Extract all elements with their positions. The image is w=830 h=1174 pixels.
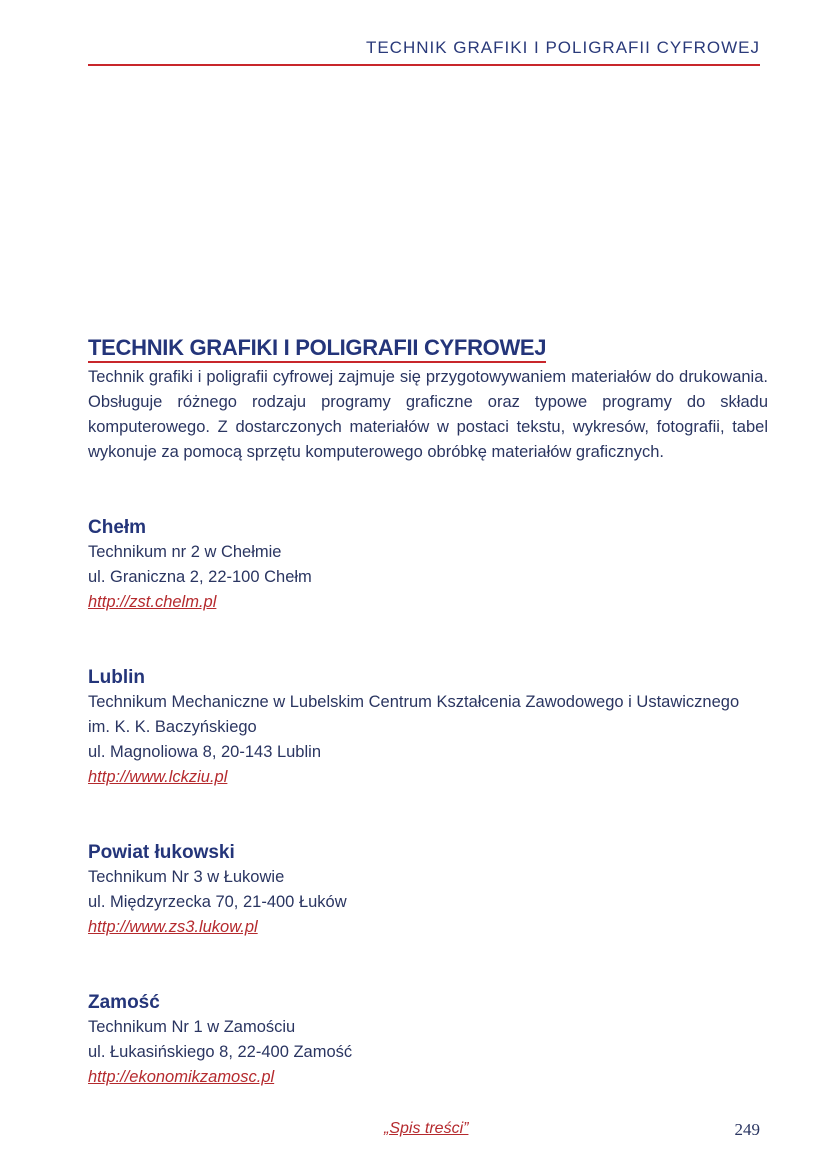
school-link[interactable]: http://www.zs3.lukow.pl: [88, 918, 258, 936]
section-title: TECHNIK GRAFIKI I POLIGRAFII CYFROWEJ: [88, 334, 546, 363]
city-heading: Chełm: [88, 517, 147, 538]
school-entry: [88, 665, 768, 790]
school-name: Technikum Mechaniczne w Lubelskim Centrum Kształcenia Zawodowego i Ustawicznego: [88, 693, 740, 711]
school-name: Technikum Nr 1 w Zamościu: [88, 1018, 296, 1036]
school-address: ul. Graniczna 2, 22-100 Chełm: [88, 568, 312, 586]
school-address: ul. Magnoliowa 8, 20-143 Lublin: [88, 743, 321, 761]
school-name-cont: im. K. K. Baczyńskiego: [88, 718, 257, 736]
description: Technik grafiki i poligrafii cyfrowej zajmuje się przygotowywaniem materiałów do drukowania. Obsługuje różnego rodzaju programy graficzne oraz typowe programy do składu komputerowego. Z dostarczonych materiałów w postaci tekstu, wykresów, fotografii, tabel wykonuje za pomocą sprzętu komputerowego obróbkę materiałów graficznych.: [88, 368, 768, 461]
school-entry: [88, 990, 768, 1090]
header-rule: [88, 64, 760, 66]
table-of-contents-link[interactable]: „Spis treści”: [384, 1120, 469, 1137]
school-link[interactable]: http://ekonomikzamosc.pl: [88, 1068, 275, 1086]
city-heading: Zamość: [88, 992, 160, 1013]
school-link[interactable]: http://zst.chelm.pl: [88, 593, 217, 611]
page-number: 249: [734, 1120, 760, 1139]
school-name: Technikum nr 2 w Chełmie: [88, 543, 282, 561]
school-address: ul. Łukasińskiego 8, 22-400 Zamość: [88, 1043, 353, 1061]
running-head: TECHNIK GRAFIKI I POLIGRAFII CYFROWEJ: [365, 38, 760, 57]
school-link[interactable]: http://www.lckziu.pl: [88, 768, 228, 786]
city-heading: Powiat łukowski: [88, 842, 235, 863]
school-name: Technikum Nr 3 w Łukowie: [88, 868, 285, 886]
city-heading: Lublin: [88, 667, 145, 688]
page-content: [88, 334, 768, 1090]
school-address: ul. Międzyrzecka 70, 21-400 Łuków: [88, 893, 347, 911]
school-entry: [88, 515, 768, 615]
school-entry: [88, 840, 768, 940]
